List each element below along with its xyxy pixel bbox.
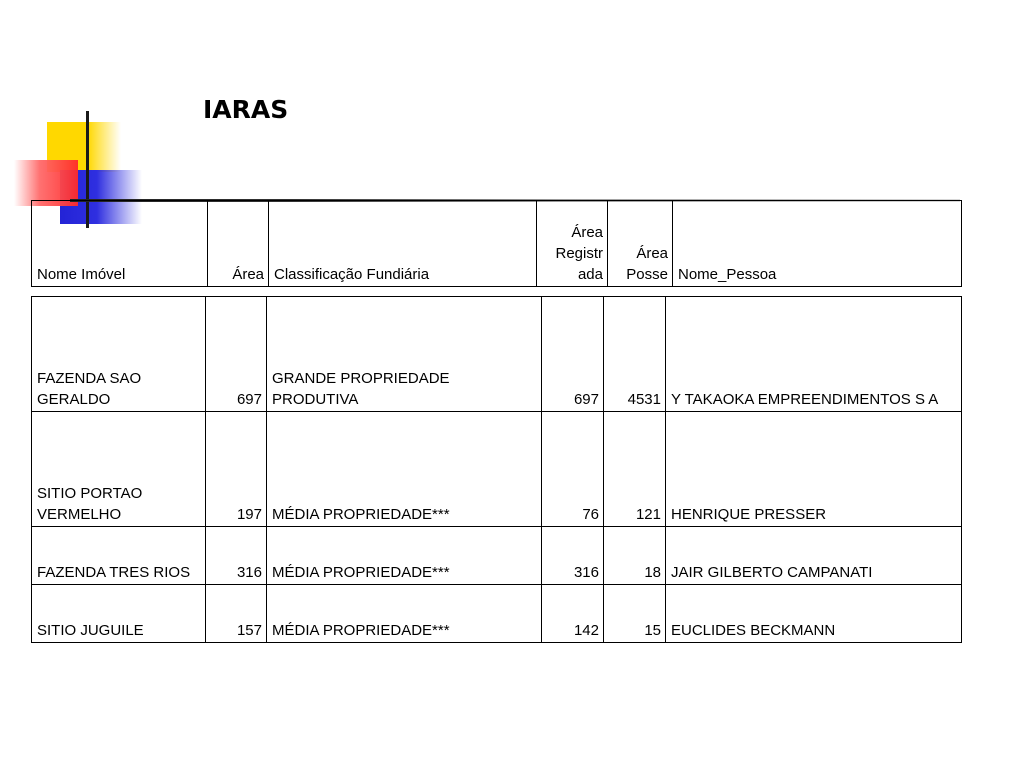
table-row: [32, 585, 962, 643]
cell-pessoa: JAIR GILBERTO CAMPANATI: [666, 527, 962, 585]
table-row: [32, 412, 962, 527]
cell-area: 697: [206, 297, 267, 412]
slide-title: IARAS: [203, 95, 289, 124]
cell-nome: FAZENDA TRES RIOS: [32, 527, 206, 585]
header-area-posse: Área Posse: [608, 201, 673, 287]
cell-area: 316: [206, 527, 267, 585]
header-row: [32, 201, 962, 287]
cell-nome: SITIO JUGUILE: [32, 585, 206, 643]
header-area-registrada: Área Registr ada: [537, 201, 608, 287]
table-row: [32, 527, 962, 585]
table-row: [32, 297, 962, 412]
cell-area-registrada: 142: [542, 585, 604, 643]
cell-area-posse: 121: [604, 412, 666, 527]
cell-area: 197: [206, 412, 267, 527]
cell-area-registrada: 697: [542, 297, 604, 412]
cell-area-posse: 4531: [604, 297, 666, 412]
data-table: [31, 296, 962, 643]
cell-pessoa: EUCLIDES BECKMANN: [666, 585, 962, 643]
cell-classificacao: MÉDIA PROPRIEDADE***: [267, 527, 542, 585]
header-nome-imovel: Nome Imóvel: [32, 201, 208, 287]
cell-classificacao: MÉDIA PROPRIEDADE***: [267, 585, 542, 643]
cell-classificacao: MÉDIA PROPRIEDADE***: [267, 412, 542, 527]
cell-pessoa: HENRIQUE PRESSER: [666, 412, 962, 527]
cell-pessoa: Y TAKAOKA EMPREENDIMENTOS S A: [666, 297, 962, 412]
cell-area-posse: 15: [604, 585, 666, 643]
cell-area-registrada: 76: [542, 412, 604, 527]
cell-area-posse: 18: [604, 527, 666, 585]
cell-nome: SITIO PORTAO VERMELHO: [32, 412, 206, 527]
header-table: [31, 200, 962, 287]
header-classificacao: Classificação Fundiária: [269, 201, 537, 287]
cell-nome: FAZENDA SAO GERALDO: [32, 297, 206, 412]
cell-classificacao: GRANDE PROPRIEDADE PRODUTIVA: [267, 297, 542, 412]
header-area: Área: [208, 201, 269, 287]
cell-area: 157: [206, 585, 267, 643]
header-nome-pessoa: Nome_Pessoa: [673, 201, 962, 287]
cell-area-registrada: 316: [542, 527, 604, 585]
